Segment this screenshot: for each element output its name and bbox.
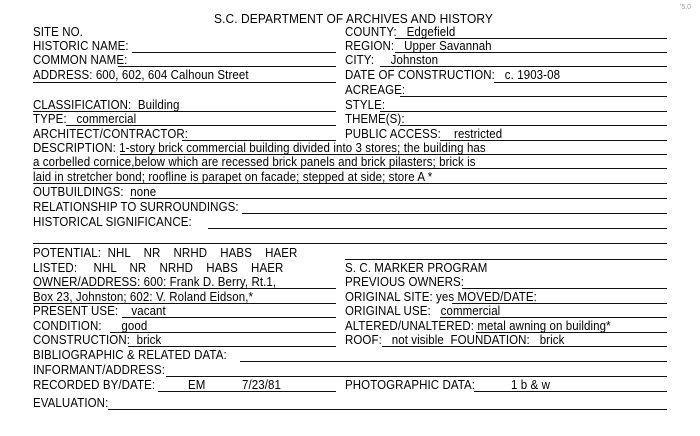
corner-mark: '5.0 <box>680 4 692 11</box>
owner-address-line-2: Box 23, Johnston; 602: V. Roland Eidson,* <box>33 290 254 304</box>
original-use-line <box>440 317 667 318</box>
classification-field: CLASSIFICATION: Building <box>33 98 180 112</box>
description-line-1: DESCRIPTION: 1-story brick commercial building divided into 3 stores; the building has <box>33 141 486 155</box>
relationship-line <box>242 213 667 214</box>
original-use-field: ORIGINAL USE: commercial <box>345 304 501 318</box>
description-rule-3 <box>33 183 667 184</box>
type-line <box>66 125 336 126</box>
evaluation-line <box>108 409 667 410</box>
informant-label: INFORMANT/ADDRESS: <box>33 363 166 377</box>
listed-field: LISTED: NHL NR NRHD HABS HAER <box>33 261 284 275</box>
relationship-label: RELATIONSHIP TO SURROUNDINGS: <box>33 200 239 214</box>
original-site-field: ORIGINAL SITE: yes MOVED/DATE: <box>345 290 537 304</box>
historic-name-label: HISTORIC NAME: <box>33 39 129 53</box>
form-title: S.C. DEPARTMENT OF ARCHIVES AND HISTORY <box>214 11 493 26</box>
recorded-by-label: RECORDED BY/DATE: <box>33 378 156 392</box>
style-label: STYLE: <box>345 98 386 112</box>
previous-owners-line <box>462 288 667 289</box>
outbuildings-line <box>130 198 667 199</box>
evaluation-label: EVALUATION: <box>33 396 109 410</box>
county-field: COUNTY: Edgefield <box>345 25 456 39</box>
recorded-date-value: 7/23/81 <box>242 378 282 392</box>
present-use-field: PRESENT USE: vacant <box>33 304 166 318</box>
significance-rule-2 <box>33 243 667 244</box>
significance-line <box>208 228 667 229</box>
common-name-label: COMMON NAME: <box>33 53 128 67</box>
city-line <box>380 66 667 67</box>
city-field: CITY: Johnston <box>345 53 439 67</box>
owner-rule-1 <box>33 288 336 289</box>
informant-line <box>166 376 667 377</box>
style-line <box>380 111 667 112</box>
theme-line <box>400 125 667 126</box>
potential-field: POTENTIAL: NHL NR NRHD HABS HAER <box>33 246 298 260</box>
potential-line <box>345 259 667 260</box>
owner-address-line-1: OWNER/ADDRESS: 600: Frank D. Berry, Rt.1, <box>33 275 277 289</box>
description-rule-2 <box>33 168 667 169</box>
present-use-line <box>122 317 336 318</box>
public-access-field: PUBLIC ACCESS: restricted <box>345 127 503 141</box>
previous-owners-label: PREVIOUS OWNERS: <box>345 275 465 289</box>
condition-field: CONDITION: good <box>33 319 148 333</box>
date-line <box>494 82 667 83</box>
theme-label: THEME(S): <box>345 112 405 126</box>
bibliographic-line <box>240 361 667 362</box>
marker-program-label: S. C. MARKER PROGRAM <box>345 261 488 275</box>
site-no-label: SITE NO. <box>33 25 83 39</box>
roof-foundation-field: ROOF: not visible FOUNDATION: brick <box>345 333 565 347</box>
historic-name-line <box>132 52 336 53</box>
description-line-3: laid in stretcher bond; roofline is parapet on facade; stepped at side; store A * <box>33 170 433 184</box>
photographic-label: PHOTOGRAPHIC DATA: <box>345 378 476 392</box>
acreage-label: ACREAGE: <box>345 83 406 97</box>
photographic-value: 1 b & w <box>511 378 550 392</box>
recorded-by-value: EM <box>188 378 206 392</box>
historical-significance-label: HISTORICAL SIGNIFICANCE: <box>33 215 192 229</box>
outbuildings-field: OUTBUILDINGS: none <box>33 185 157 199</box>
construction-line <box>128 346 336 347</box>
address-field: ADDRESS: 600, 602, 604 Calhoun Street <box>33 68 249 82</box>
photographic-line <box>474 391 667 392</box>
description-line-2: a corbelled cornice,below which are recessed brick panels and brick pilasters; brick is <box>33 155 476 169</box>
bibliographic-label: BIBLIOGRAPHIC & RELATED DATA: <box>33 348 227 362</box>
region-field: REGION: Upper Savannah <box>345 39 492 53</box>
construction-field: CONSTRUCTION: brick <box>33 333 162 347</box>
altered-field: ALTERED/UNALTERED: metal awning on building* <box>345 319 611 333</box>
type-field: TYPE: commercial <box>33 112 137 126</box>
address-line <box>33 82 336 83</box>
acreage-line <box>400 96 667 97</box>
date-of-construction-field: DATE OF CONSTRUCTION: c. 1903-08 <box>345 68 561 82</box>
architect-label: ARCHITECT/CONTRACTOR: <box>33 127 189 141</box>
common-name-line <box>118 66 336 67</box>
recorded-line <box>158 391 336 392</box>
roof-line <box>382 346 667 347</box>
